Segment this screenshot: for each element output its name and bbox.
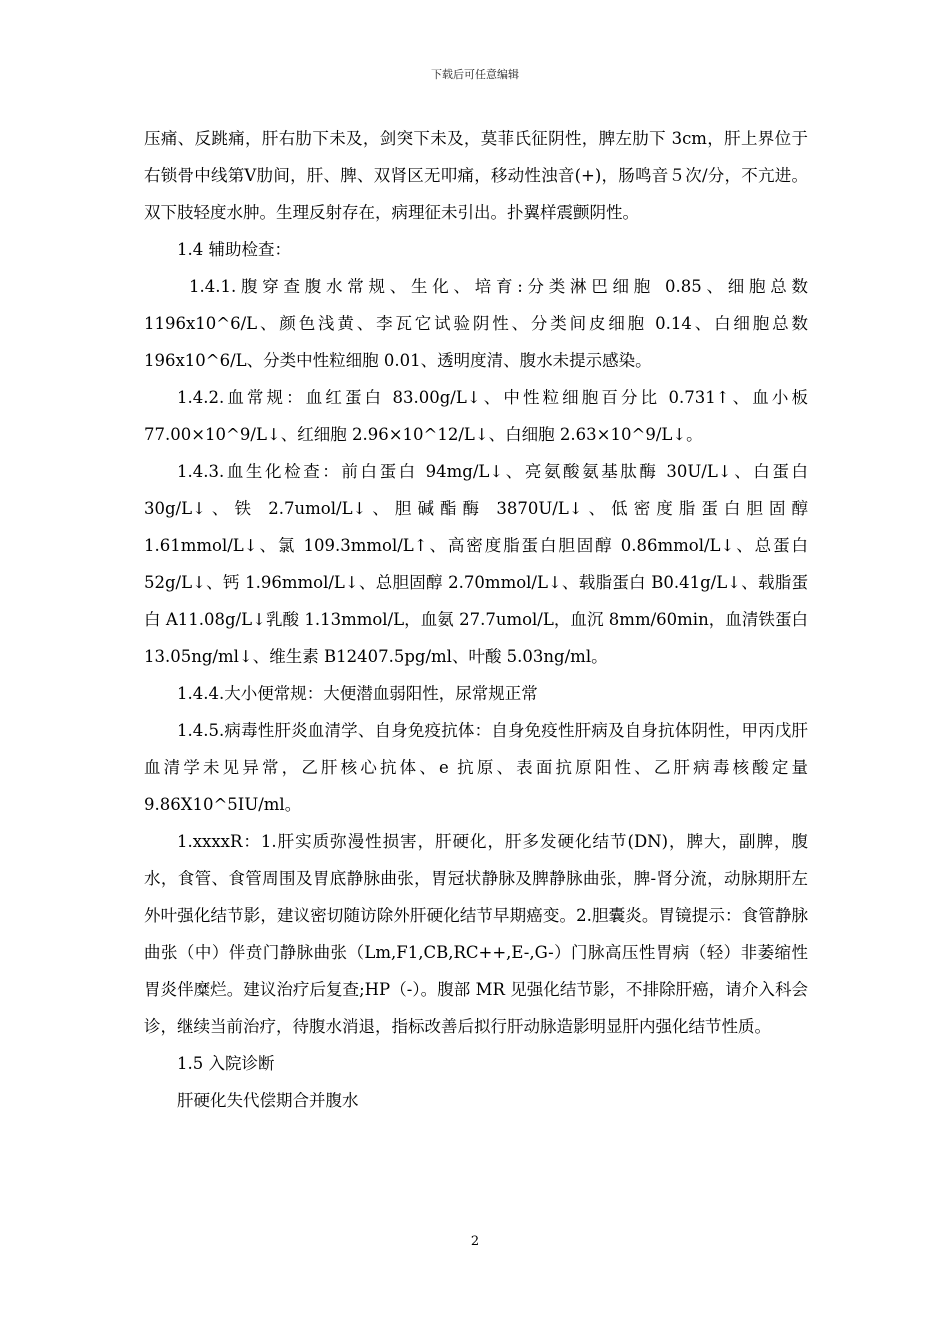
document-body xyxy=(144,120,808,1119)
stool-urine-paragraph: 1.4.4.大小便常规：大便潜血弱阳性，尿常规正常 xyxy=(177,684,538,703)
blood-routine-paragraph: 1.4.2.血常规：血红蛋白 83.00g/L↓、中性粒细胞百分比 0.731↑、血小板 77.00×10^9/L↓、红细胞 2.96×10^12/L↓、白细胞 2.63×10^9/L↓。 xyxy=(144,388,808,444)
hepatitis-serology-paragraph: 1.4.5.病毒性肝炎血清学、自身免疫抗体：自身免疫性肝病及自身抗体阴性，甲丙戊肝血清学未见异常，乙肝核心抗体、e 抗原、表面抗原阳性、乙肝病毒核酸定量 9.86X10^5IU/ml。 xyxy=(144,721,808,814)
ascites-test-paragraph: 1.4.1.腹穿查腹水常规、生化、培育:分类淋巴细胞 0.85、细胞总数 1196x10^6/L、颜色浅黄、李瓦它试验阴性、分类间皮细胞 0.14、白细胞总数 196x10^6/L、分类中性粒细胞 0.01、透明度清、腹水未提示感染。 xyxy=(144,277,808,370)
diagnosis-text: 肝硬化失代偿期合并腹水 xyxy=(177,1091,359,1110)
blood-biochemistry-paragraph: 1.4.3.血生化检查：前白蛋白 94mg/L↓、亮氨酸氨基肽酶 30U/L↓、白蛋白 30g/L↓、铁 2.7umol/L↓、胆碱酯酶 3870U/L↓、低密度脂蛋白胆固醇 1.61mmol/L↓、氯 109.3mmol/L↑、高密度脂蛋白胆固醇 0.86mmol/L↓、总蛋白 52g/L↓、钙 1.96mmol/L↓、总胆固醇 2.70mmol/L↓、载脂蛋白 B0.41g/L↓、载脂蛋白 A11.08g/L↓乳酸 1.13mmol/L，血氨 27.7umol/L，血沉 8mm/60min，血清铁蛋白 13.05ng/ml↓、维生素 B12407.5pg/ml、叶酸 5.03ng/ml。 xyxy=(144,462,808,666)
imaging-endoscopy-paragraph: 1.xxxxR：1.肝实质弥漫性损害，肝硬化，肝多发硬化结节(DN)，脾大，副脾，腹水，食管、食管周围及胃底静脉曲张，胃冠状静脉及脾静脉曲张，脾-肾分流，动脉期肝左外叶强化结节影，建议密切随访除外肝硬化结节早期癌变。2.胆囊炎。胃镜提示：食管静脉曲张（中）伴贲门静脉曲张（Lm,F1,CB,RC++,E-,G-）门脉高压性胃病（轻）非萎缩性胃炎伴糜烂。建议治疗后复查;HP（-）。腹部 MR 见强化结节影，不排除肝癌，请介入科会诊，继续当前治疗，待腹水消退，指标改善后拟行肝动脉造影明显肝内强化结节性质。 xyxy=(144,832,808,1036)
physical-exam-paragraph: 压痛、反跳痛，肝右肋下未及，剑突下未及，莫菲氏征阴性，脾左肋下 3cm，肝上界位于右锁骨中线第Ⅴ肋间，肝、脾、双肾区无叩痛，移动性浊音(+)，肠鸣音５次/分，不亢进。双下肢轻度水肿。生理反射存在，病理征未引出。扑翼样震颤阴性。 xyxy=(144,129,808,222)
page-header: 下载后可任意编辑 xyxy=(431,68,519,81)
section-heading-auxiliary-exam: 1.4 辅助检查： xyxy=(177,240,291,259)
section-heading-admission-diagnosis: 1.5 入院诊断 xyxy=(177,1054,275,1073)
page-number: 2 xyxy=(470,1234,480,1249)
